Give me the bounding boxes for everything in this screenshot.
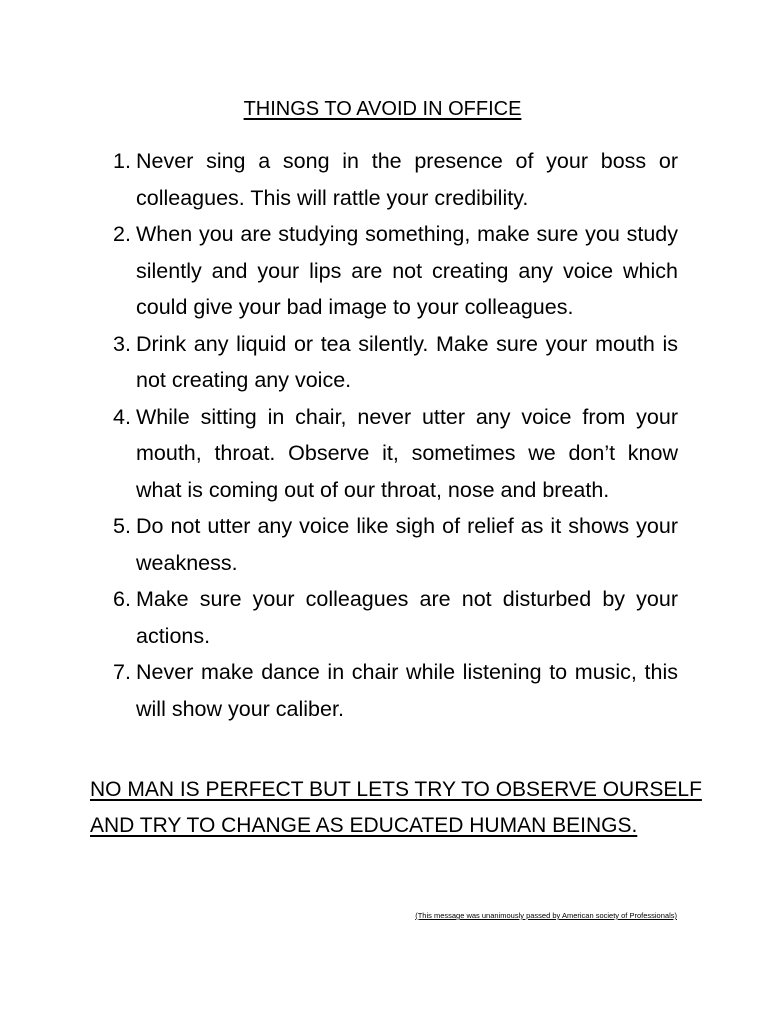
- item-text: Never make dance in chair while listening to music, this will show your caliber.: [136, 660, 678, 721]
- rules-list: [93, 143, 678, 727]
- list-item: [93, 654, 678, 727]
- list-item: [93, 581, 678, 654]
- item-text: Do not utter any voice like sigh of relief as it shows your weakness.: [136, 514, 678, 575]
- item-text: When you are studying something, make sure you study silently and your lips are not creating any voice which could give your bad image to your colleagues.: [136, 222, 678, 319]
- list-item: [93, 399, 678, 509]
- item-text: Never sing a song in the presence of your boss or colleagues. This will rattle your credibility.: [136, 149, 678, 210]
- closing-line-1: NO MAN IS PERFECT BUT LETS TRY TO OBSERVE OURSELF: [90, 778, 702, 801]
- list-item: [93, 508, 678, 581]
- item-number: 4.: [113, 404, 131, 429]
- item-number: 7.: [113, 660, 131, 684]
- item-text: Make sure your colleagues are not disturbed by your actions.: [136, 587, 678, 648]
- item-text: Drink any liquid or tea silently. Make sure your mouth is not creating any voice.: [136, 331, 678, 392]
- footnote: (This message was unanimously passed by American society of Professionals): [415, 911, 677, 920]
- item-text: While sitting in chair, never utter any voice from your mouth, throat. Observe it, sometimes we don’t know what is coming out of our throat, nose and breath.: [136, 404, 678, 502]
- document-title: THINGS TO AVOID IN OFFICE: [243, 98, 522, 120]
- closing-statement: [90, 772, 702, 844]
- list-item: [93, 143, 678, 216]
- item-number: 1.: [113, 149, 131, 173]
- list-item: [93, 216, 678, 326]
- item-number: 2.: [113, 222, 131, 246]
- item-number: 5.: [113, 514, 131, 538]
- item-number: 3.: [113, 331, 131, 356]
- closing-line-2: AND TRY TO CHANGE AS EDUCATED HUMAN BEINGS.: [90, 814, 638, 837]
- list-item: [93, 326, 678, 399]
- item-number: 6.: [113, 587, 131, 611]
